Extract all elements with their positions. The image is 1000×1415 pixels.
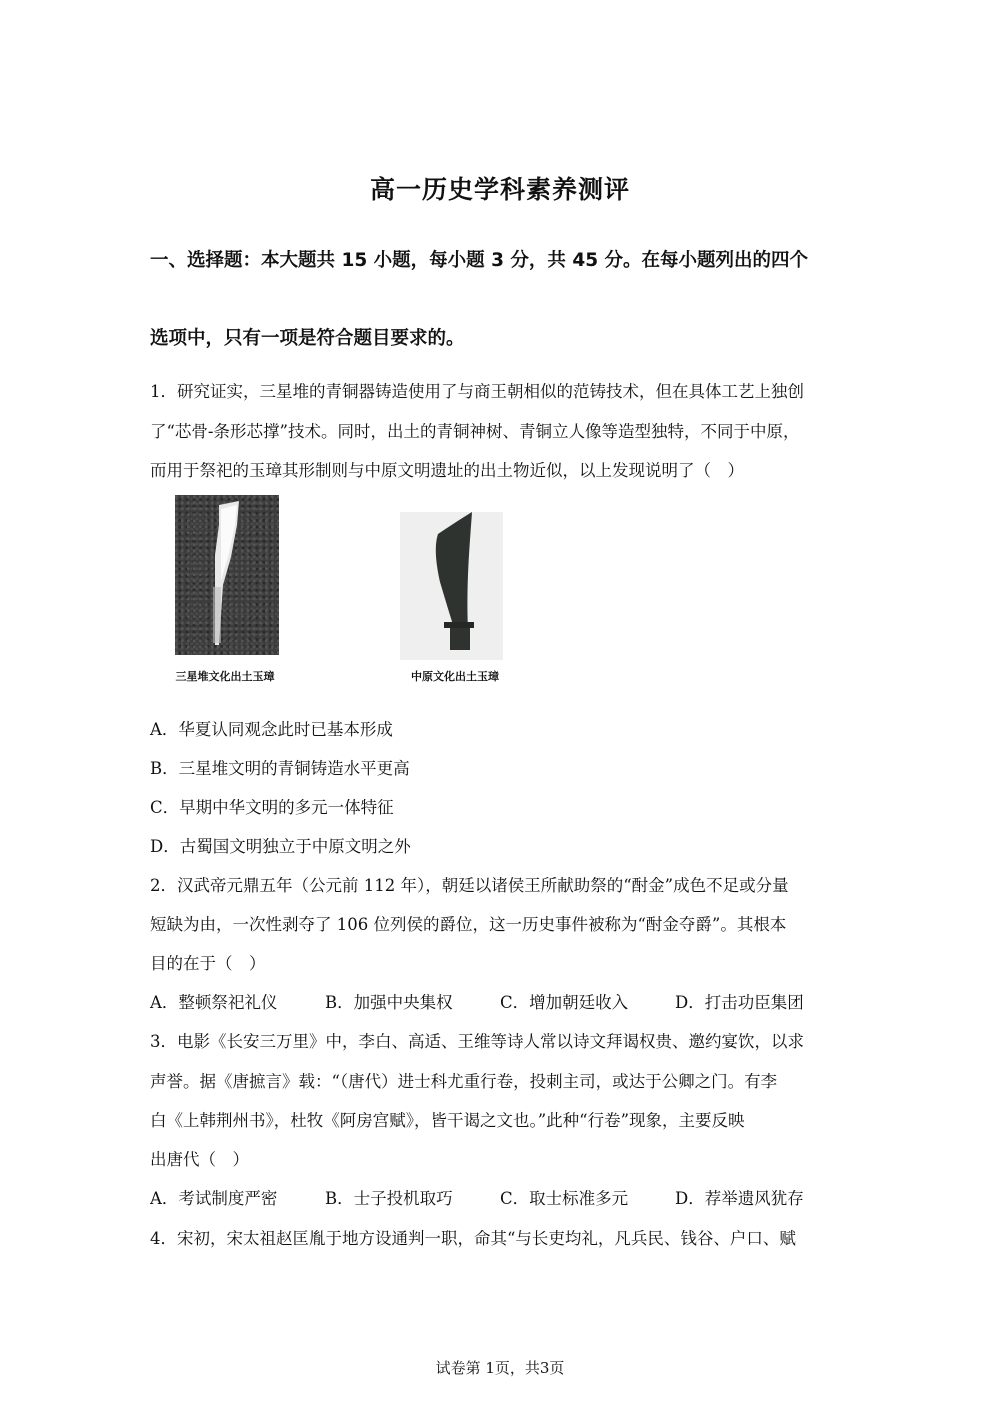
q1-text-line-1: 1．研究证实，三星堆的青铜器铸造使用了与商王朝相似的范铸技术，但在具体工艺上独创 <box>150 382 804 401</box>
q2-option-c: C．增加朝廷收入 <box>500 993 629 1012</box>
section-heading-line-2: 选项中，只有一项是符合题目要求的。 <box>150 328 465 349</box>
q3-option-a: A．考试制度严密 <box>150 1189 278 1208</box>
sanxingdui-jade-zhang-photo <box>175 495 279 655</box>
q3-text-line-1: 3．电影《长安三万里》中，李白、高适、王维等诗人常以诗文拜谒权贵、邀约宴饮，以求 <box>150 1032 804 1051</box>
q2-text-line-1: 2．汉武帝元鼎五年（公元前 112 年），朝廷以诸侯王所献助祭的“酎金”成色不足或分量 <box>150 876 789 895</box>
q1-text-line-2: 了“芯骨-条形芯撑”技术。同时，出土的青铜神树、青铜立人像等造型独特，不同于中原， <box>150 422 800 441</box>
q3-text-line-2: 声誉。据《唐摭言》载：“（唐代）进士科尤重行卷，投刺主司，或达于公卿之门。有李 <box>150 1072 778 1091</box>
q3-option-c: C．取士标准多元 <box>500 1189 629 1208</box>
q3-text-line-3: 白《上韩荆州书》，杜牧《阿房宫赋》，皆干谒之文也。”此种“行卷”现象，主要反映 <box>150 1111 745 1130</box>
section-heading-line-1: 一、选择题：本大题共 15 小题，每小题 3 分，共 45 分。在每小题列出的四个 <box>150 250 809 271</box>
q1-option-a: A．华夏认同观念此时已基本形成 <box>150 720 393 739</box>
q4-text-line-1: 4．宋初，宋太祖赵匡胤于地方设通判一职，命其“与长吏均礼，凡兵民、钱谷、户口、赋 <box>150 1229 796 1248</box>
q3-option-b: B．士子投机取巧 <box>325 1189 453 1208</box>
q2-text-line-2: 短缺为由，一次性剥夺了 106 位列侯的爵位，这一历史事件被称为“酎金夺爵”。其根本 <box>150 915 787 934</box>
jade-zhang-right-illustration <box>400 512 503 660</box>
q3-option-d: D．荐举遗风犹存 <box>675 1189 804 1208</box>
page-footer: 试卷第 1页，共3页 <box>435 1359 565 1377</box>
q3-options-row <box>150 1185 870 1209</box>
q1-option-d: D．古蜀国文明独立于中原文明之外 <box>150 837 411 856</box>
q3-text-line-4: 出唐代（ ） <box>150 1150 249 1169</box>
image-caption-central-plains: 中原文化出土玉璋 <box>411 670 499 683</box>
q2-option-d: D．打击功臣集团 <box>675 993 804 1012</box>
q2-options-row <box>150 989 870 1013</box>
q2-text-line-3: 目的在于（ ） <box>150 954 266 973</box>
jade-zhang-left-illustration <box>175 495 279 655</box>
page-title: 高一历史学科素养测评 <box>369 175 630 204</box>
image-caption-sanxingdui: 三星堆文化出土玉璋 <box>175 670 275 683</box>
q1-option-b: B．三星堆文明的青铜铸造水平更高 <box>150 759 410 778</box>
q1-text-line-3: 而用于祭祀的玉璋其形制则与中原文明遗址的出土物近似，以上发现说明了（ ） <box>150 461 744 480</box>
central-plains-jade-zhang-photo <box>400 512 503 660</box>
q2-option-b: B．加强中央集权 <box>325 993 453 1012</box>
q1-option-c: C．早期中华文明的多元一体特征 <box>150 798 394 817</box>
q2-option-a: A．整顿祭祀礼仪 <box>150 993 278 1012</box>
